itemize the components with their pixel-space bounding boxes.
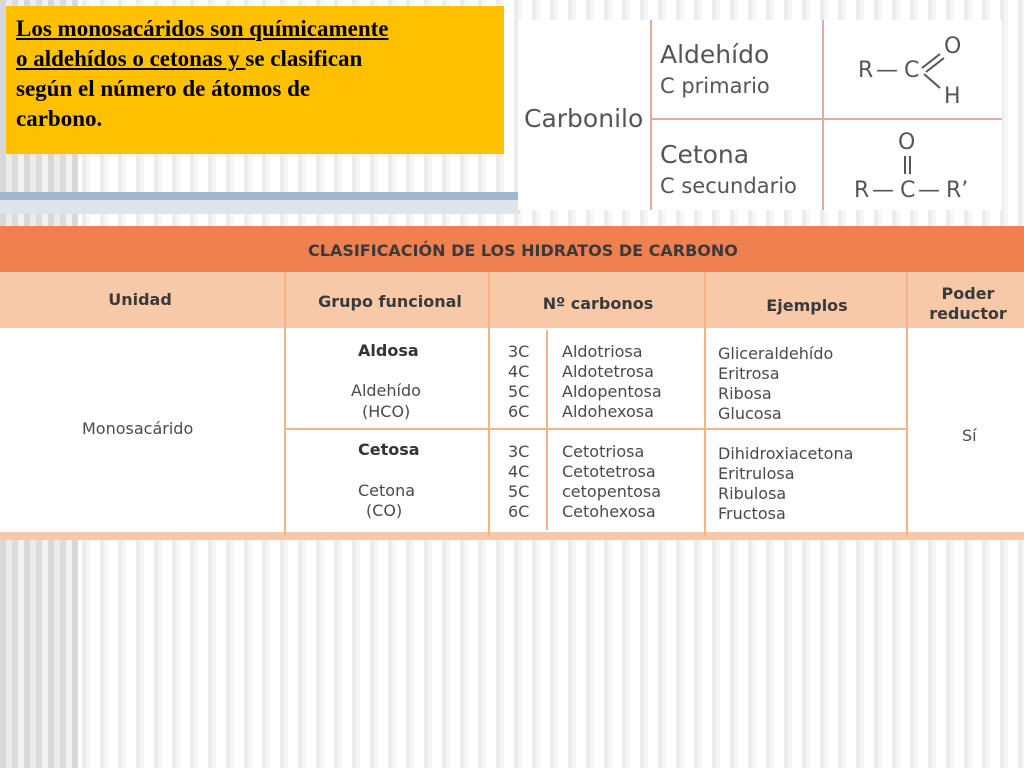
- header-reductor: reductor: [929, 304, 1007, 323]
- carbon-count: 5C: [508, 482, 530, 501]
- table-header-row: [0, 272, 1024, 328]
- example-name: Gliceraldehído: [718, 344, 834, 363]
- cetosa-names: [562, 442, 661, 522]
- example-name: Ribosa: [718, 384, 772, 403]
- cetona-label: Cetona: [660, 140, 750, 169]
- example-name: Glucosa: [718, 404, 782, 423]
- aldehido-label: Aldehído: [660, 40, 770, 69]
- note-line-4: carbono.: [16, 106, 103, 131]
- inner-divider: [546, 330, 548, 530]
- carbon-count: 4C: [508, 462, 530, 481]
- formula-o: O: [944, 34, 962, 59]
- example-name: Eritrulosa: [718, 464, 795, 483]
- carbon-count: 6C: [508, 502, 530, 521]
- sugar-class-name: Aldohexosa: [562, 402, 654, 421]
- divider-line: [822, 20, 824, 210]
- formula-dash: —: [918, 178, 940, 203]
- aldosa-label: Aldosa: [358, 341, 419, 360]
- column-divider: [488, 272, 490, 536]
- classification-table: [0, 226, 1024, 538]
- cetosa-examples: [718, 444, 853, 524]
- example-name: Ribulosa: [718, 484, 787, 503]
- divider-line: [650, 118, 1002, 120]
- column-divider: [906, 272, 908, 536]
- column-divider: [704, 272, 706, 536]
- note-box: [6, 6, 504, 154]
- sugar-class-name: Aldopentosa: [562, 382, 662, 401]
- table-title: CLASIFICACIÓN DE LOS HIDRATOS DE CARBONO: [308, 241, 738, 260]
- example-name: Fructosa: [718, 504, 786, 523]
- carbon-count: 3C: [508, 442, 530, 461]
- unidad-cell: Monosacárido: [82, 419, 194, 438]
- sugar-class-name: Cetotriosa: [562, 442, 645, 461]
- aldehido-formula: (HCO): [362, 402, 411, 421]
- carbon-count: 3C: [508, 342, 530, 361]
- sugar-class-name: cetopentosa: [562, 482, 662, 501]
- sugar-class-name: Aldotetrosa: [562, 362, 654, 381]
- example-name: Eritrosa: [718, 364, 780, 383]
- formula-r: R: [854, 178, 870, 203]
- carbonyl-figure: [518, 20, 1002, 210]
- divider-line: [650, 20, 652, 210]
- formula-h: H: [944, 84, 961, 109]
- carbonilo-label: Carbonilo: [524, 104, 644, 133]
- ketone-double-bond: [898, 156, 918, 174]
- row-divider: [284, 428, 906, 430]
- column-divider: [284, 272, 286, 536]
- aldehido-group: Aldehído: [351, 381, 421, 400]
- reductor-value: Sí: [962, 426, 977, 445]
- header-poder: Poder: [941, 284, 995, 303]
- aldehyde-bond-lines: [918, 50, 948, 90]
- table-bottom-bar: [0, 532, 1024, 540]
- sugar-class-name: Cetotetrosa: [562, 462, 656, 481]
- cetona-group: Cetona: [358, 481, 416, 500]
- header-n-carbonos: Nº carbonos: [542, 294, 654, 313]
- cetosa-label: Cetosa: [358, 440, 420, 459]
- formula-o: O: [898, 130, 916, 155]
- cetosa-counts: [508, 442, 529, 522]
- carbon-count: 4C: [508, 362, 530, 381]
- formula-r: R: [858, 58, 874, 83]
- aldosa-counts: [508, 342, 529, 422]
- sugar-class-name: Aldotriosa: [562, 342, 643, 361]
- table-title-bar: [0, 226, 1024, 272]
- formula-c: C: [904, 58, 920, 83]
- carbon-count: 5C: [508, 382, 530, 401]
- decorative-band: [0, 192, 520, 200]
- note-line-2b: se clasifican: [245, 46, 363, 71]
- formula-dash: —: [872, 178, 894, 203]
- aldosa-names: [562, 342, 662, 422]
- note-line-1: Los monosacáridos son químicamente: [16, 16, 389, 41]
- carbon-count: 6C: [508, 402, 530, 421]
- formula-r-prime: R’: [946, 178, 969, 203]
- cetona-formula: (CO): [366, 501, 403, 520]
- note-line-2a: o aldehídos o cetonas y: [16, 46, 246, 71]
- note-line-3: según el número de átomos de: [16, 76, 311, 101]
- header-ejemplos: Ejemplos: [766, 296, 848, 315]
- decorative-band-shadow: [0, 200, 520, 214]
- formula-c: C: [900, 178, 916, 203]
- aldosa-examples: [718, 344, 833, 424]
- example-name: Dihidroxiacetona: [718, 444, 854, 463]
- c-secundario-label: C secundario: [660, 174, 797, 198]
- sugar-class-name: Cetohexosa: [562, 502, 656, 521]
- header-grupo-funcional: Grupo funcional: [318, 292, 462, 311]
- formula-dash: —: [876, 58, 898, 83]
- header-unidad: Unidad: [108, 290, 172, 309]
- c-primario-label: C primario: [660, 74, 770, 98]
